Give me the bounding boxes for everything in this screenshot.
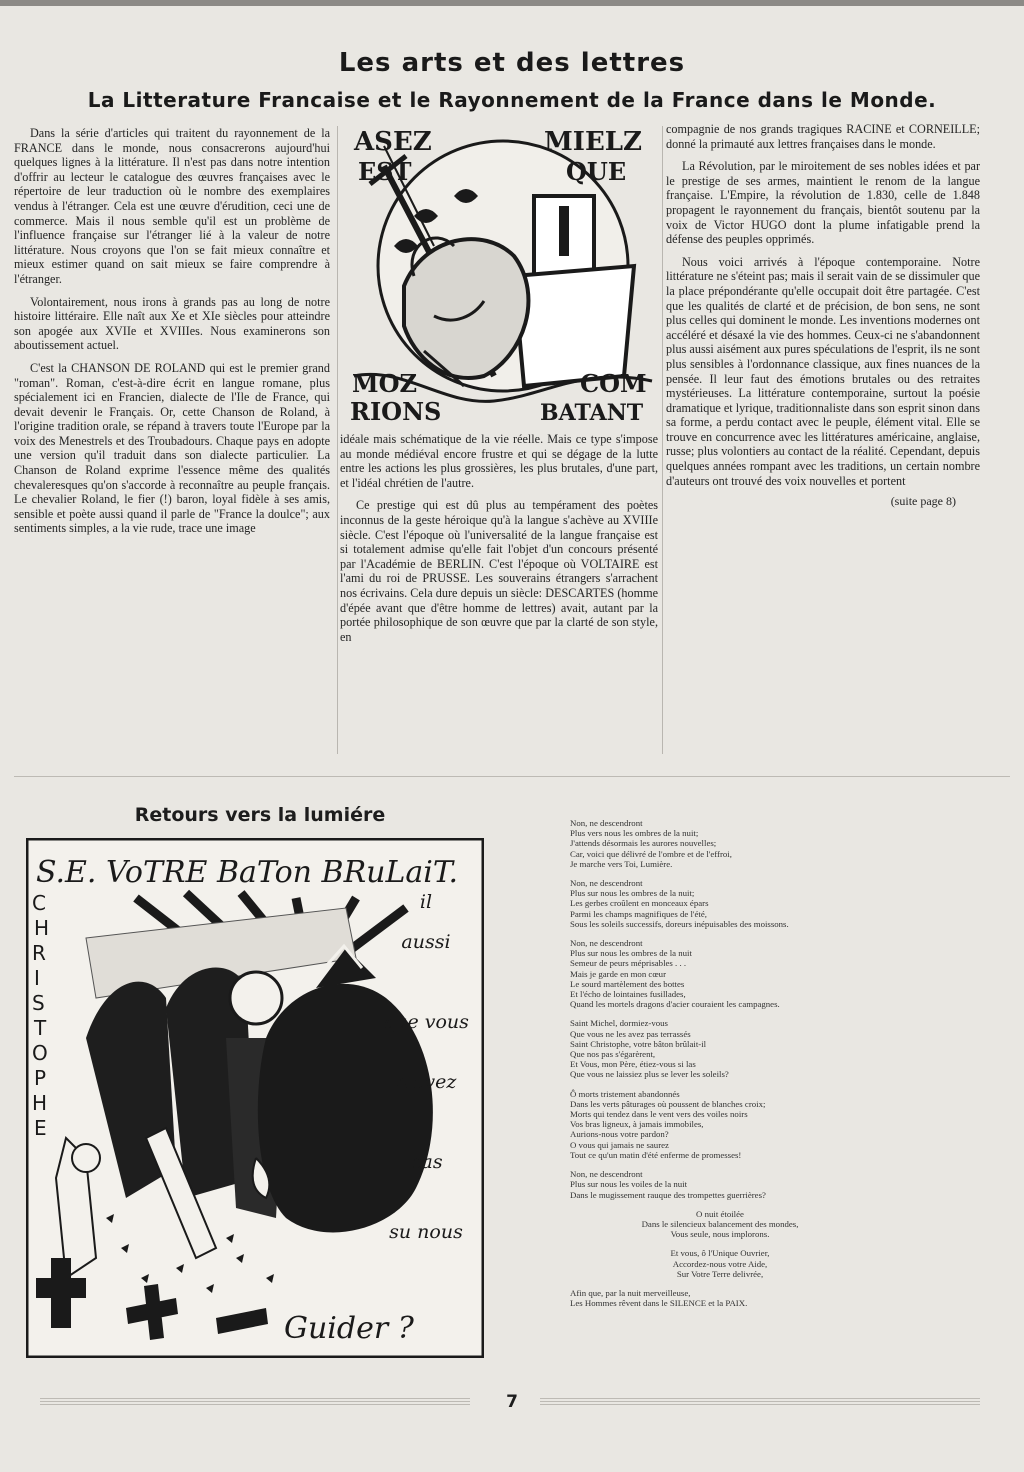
cartoon-right-word: que vous [383,1011,469,1033]
cartoon-left-letter: H [32,1091,48,1115]
motto-top-right-2: QUE [566,157,627,186]
poem-line: Vos bras ligneux, à jamais immobiles, [570,1119,704,1130]
article-column-3 [666,122,980,488]
poem-stanza [570,818,910,869]
cartoon-top-caption: S.E. VoTRE BaTon BRuLaiT. [36,855,459,890]
cartoon-right-word: n'avez [395,1071,457,1093]
poem-line: Semeur de peurs méprisables . . . [570,958,687,969]
cartoon-bottom-caption: Guider ? [284,1311,414,1346]
paragraph: La Révolution, par le miroitement de ses nobles idées et par le prestige de ses armes, maintient le renom de la langue française. L'Empire, la révolution de 1.830, celle de 1.848 propagent le rayonnement du français, bientôt soutenu par la voix de Victor HUGO dont la plume infatigable prend la défense des peuples opprimés. [666,159,980,247]
poem-stanzas [570,818,910,1200]
motto-bottom-left-1: MOZ [352,369,417,398]
poem-stanza [570,1209,870,1240]
poem-line: Parmi les champs magnifiques de l'été, [570,908,707,919]
poem-line: Et l'écho de lointaines fusillades, [570,989,686,1000]
poem-line: Ô morts tristement abandonnés [570,1088,680,1099]
poem-line: O vous qui jamais ne saurez [570,1139,669,1150]
poem-line: Tout ce qu'un matin d'été enferme de promesses! [570,1149,742,1160]
poem-line: Je marche vers Toi, Lumière. [570,858,673,869]
cartoon-right-word: il [419,891,433,913]
motto-top-left-2: EST [358,157,412,186]
cartoon-left-letter: H [34,916,50,940]
paragraph: idéale mais schématique de la vie réelle. Mais ce type s'impose au monde médiéval encore frustre et qui se dégage de la lutte entre les actions les plus grossières, les plus brutales, d'une part, et l'idéal chrétien de l'autre. [340,432,658,490]
poem-final-stanza [570,1288,910,1308]
paragraph: compagnie de nos grands tragiques RACINE et CORNEILLE; donné la primauté aux lettres françaises dans le monde. [666,122,980,151]
top-edge-bar [0,0,1024,6]
cartoon-left-letter: P [34,1066,47,1090]
poem-line: Afin que, par la nuit merveilleuse, [570,1287,691,1298]
poem-line: Plus sur nous les ombres de la nuit; [570,888,695,899]
poem-line: Et vous, ô l'Unique Ouvrier, [670,1248,770,1259]
poem-line: Le sourd martèlement des bottes [570,978,685,989]
paragraph: Nous voici arrivés à l'époque contemporaine. Notre littérature ne s'éteint pas; mais il serait vain de se dissimuler que la place prépondérante qu'elle occupait doit être partagée. C'est que les qualités de clarté et de précision, de bon sens, ne sont plus celles qui dominent le monde. Les inventions modernes ont accéléré et désaxé la vie des hommes. Ceux-ci ne s'abandonnent plus aussi aisément aux pures spéculations de l'esprit, ils ne sont plus sensibles à l'ordonnance classique, aux fines nuances de la pensée. Il leur faut des émotions brutales ou des retraites mystérieuses. La littérature contemporaine, surtout la poésie dramatique et lyrique, traditionnaliste dans son esprit sinon dans sa forme, a perdu contact avec le peuple, élément vital. Elle se trouve en concurrence avec les littératures américaine, anglaise, russe; plus volontiers au contact de la réalité. Cependant, depuis quelques années rompant avec les traditions, un certain nombre d'auteurs ont trouvé des voix nouvelles et portent [666,254,980,488]
saint-christophe-cartoon [26,838,484,1358]
poem-line: Car, voici que délivré de l'ombre et de l'effroi, [570,848,732,859]
cartoon-left-letter: T [34,1016,47,1040]
poem-line: Non, ne descendront [570,938,643,949]
cartoon-left-letter: O [32,1041,48,1065]
poem-line: Morts qui tendez dans le vent vers des voiles noirs [570,1109,748,1120]
section-title: Retours vers la lumiére [134,804,386,826]
poem-line: Plus vers nous les ombres de la nuit; [570,828,699,839]
poem-line: Saint Michel, dormiez-vous [570,1018,668,1029]
poem-line: Plus sur nous les voiles de la nuit [570,1179,688,1190]
poem [570,818,910,1317]
motto-bottom-left-2: RIONS [350,397,442,426]
poem-line: Sur Votre Terre delivrée, [676,1268,764,1279]
poem-line: Non, ne descendront [570,878,643,889]
cartoon-left-letter: C [32,891,46,915]
poem-line: Les gerbes croûlent en monceaux épars [570,898,709,909]
cartoon-left-letter: E [34,1116,47,1140]
page-title: Les arts et des lettres [338,48,686,78]
poem-stanza [570,1169,910,1200]
cartoon-left-letter: I [34,966,40,990]
poem-line: Et Vous, mon Père, étiez-vous si las [570,1059,696,1070]
motto-top-left-1: ASEZ [354,127,432,157]
poem-line: Sous les soleils successifs, doreurs inépuisables des moissons. [570,918,789,929]
poem-line: Non, ne descendront [570,1169,643,1180]
poem-stanza [570,1018,910,1079]
poem-stanza [570,1089,910,1160]
motto-top-right-1: MIELZ [544,127,643,157]
poem-line: Mais je garde en mon cœur [570,968,667,979]
article-column-1 [14,126,330,544]
cartoon-left-letter: S [32,991,45,1015]
motto-bottom-right-1: COM [580,369,647,398]
poem-line: O nuit étoilée [696,1208,744,1219]
section-separator [14,776,1010,777]
poem-line: Aurions-nous votre pardon? [570,1129,669,1140]
article-column-2 [340,432,658,652]
poem-centered-stanzas [570,1209,910,1279]
cartoon-right-word: pas [409,1151,443,1173]
article-column-3-wrap [666,122,980,509]
poem-stanza [570,1248,870,1279]
paragraph: Volontairement, nous irons à grands pas au long de notre histoire littéraire. Elle naît aux Xe et XIe siècles pour atteindre son apogée aux XVIIe et XVIIIes. Nous examinerons son aboutissement actuel. [14,294,330,353]
poem-line: Que vous ne les avez pas terrassés [570,1028,691,1039]
poem-line: Non, ne descendront [570,818,643,828]
poem-line: Vous seule, nous implorons. [670,1229,770,1240]
poem-line: Que vous ne laissiez plus se lever les soleils? [570,1069,729,1080]
paragraph: Ce prestige qui est dû plus au tempérament des poètes inconnus de la geste héroique qu'à la langue s'achève au XVIIIe siècle. C'est l'époque où l'universalité de la langue française est si totalement admise qu'elle fait l'objet d'un concours présenté par l'Académie de BERLIN. C'est l'époque où VOLTAIRE est l'ami du roi de PRUSSE. Les souverains étrangers s'arrachent nos écrivains. Cela dure depuis un siècle: DESCARTES (homme d'épée avant que d'être homme de lettres) avait, autant par la portée philosophique de son œuvre que par la clarté de son style, en [340,498,658,644]
page-number: 7 [506,1392,518,1412]
paragraph: C'est la CHANSON DE ROLAND qui est le premier grand "roman". Roman, c'est-à-dire écrit en langue romane, plus spécialement ici en Francien, dialecte de l'Ile de France, qui devait devenir le Français. Or, cette Chanson de Roland, à l'origine tradition orale, se répand à travers toute l'Europe par la voix des Menestrels et des Troubadours. Chaque pays en adopte une version qu'il traduit dans son dialecte particulier. La Chanson de Roland exprime l'essence même des qualités chevaleresques qu'on s'accorde à reconnaître au peuple français. Le chevalier Roland, le fier (!) baron, loyal fidèle à ses amis, sensible et poète aussi quand il parle de "France la doulce"; aux sentiments simples, a la vie rude, trace une image [14,360,330,536]
poem-line: Dans les verts pâturages où poussent de blanches croix; [570,1098,766,1109]
paragraph: Dans la série d'articles qui traitent du rayonnement de la FRANCE dans le monde, nous consacrerons aujourd'hui quelques lignes à la littérature. Il n'est pas dans notre intention d'offrir au lecteur le catalogue des œuvres françaises avec le répertoire de leur traduction où le nombre des exemplaires vendus à l'étranger. Cela est une œuvre d'érudition, ceci une de commerce. Mais il nous semble qu'il est un problème de l'influence française sur l'étranger lié à la valeur de notre littérature. Nous croyons que l'on se fait mieux connaître et mieux estimer quand on sait mieux se faire comprendre à l'étranger. [14,126,330,286]
poem-line: Saint Christophe, votre bâton brûlait-il [570,1038,707,1049]
poem-line: Les Hommes rêvent dans le SILENCE et la PAIX. [570,1298,748,1309]
poem-line: Quand les mortels dragons d'acier couraient les campagnes. [570,999,780,1010]
poem-line: Plus sur nous les ombres de la nuit [570,948,692,959]
poem-stanza [570,938,910,1009]
column-divider [337,126,338,754]
footer-rule-right [540,1398,980,1406]
poem-line: Dans le mugissement rauque des trompettes guerrières? [570,1189,766,1200]
article-subtitle: La Litterature Francaise et le Rayonnement de la France dans le Monde. [87,88,937,112]
continued-note: (suite page 8) [890,494,956,509]
knight-lion-illustration [344,126,662,432]
cartoon-right-word: su nous [389,1221,463,1243]
poem-stanza [570,878,910,929]
poem-line: J'attends désormais les aurores nouvelles; [570,838,717,849]
column-divider [662,126,663,754]
cartoon-left-letter: R [32,941,46,965]
poem-line: Que nos pas s'égarèrent, [570,1049,656,1060]
poem-line: Accordez-nous votre Aide, [672,1258,768,1269]
motto-bottom-right-2: BATANT [540,400,644,426]
poem-line: Dans le silencieux balancement des mondes, [641,1218,799,1229]
cartoon-right-word: aussi [401,931,451,953]
